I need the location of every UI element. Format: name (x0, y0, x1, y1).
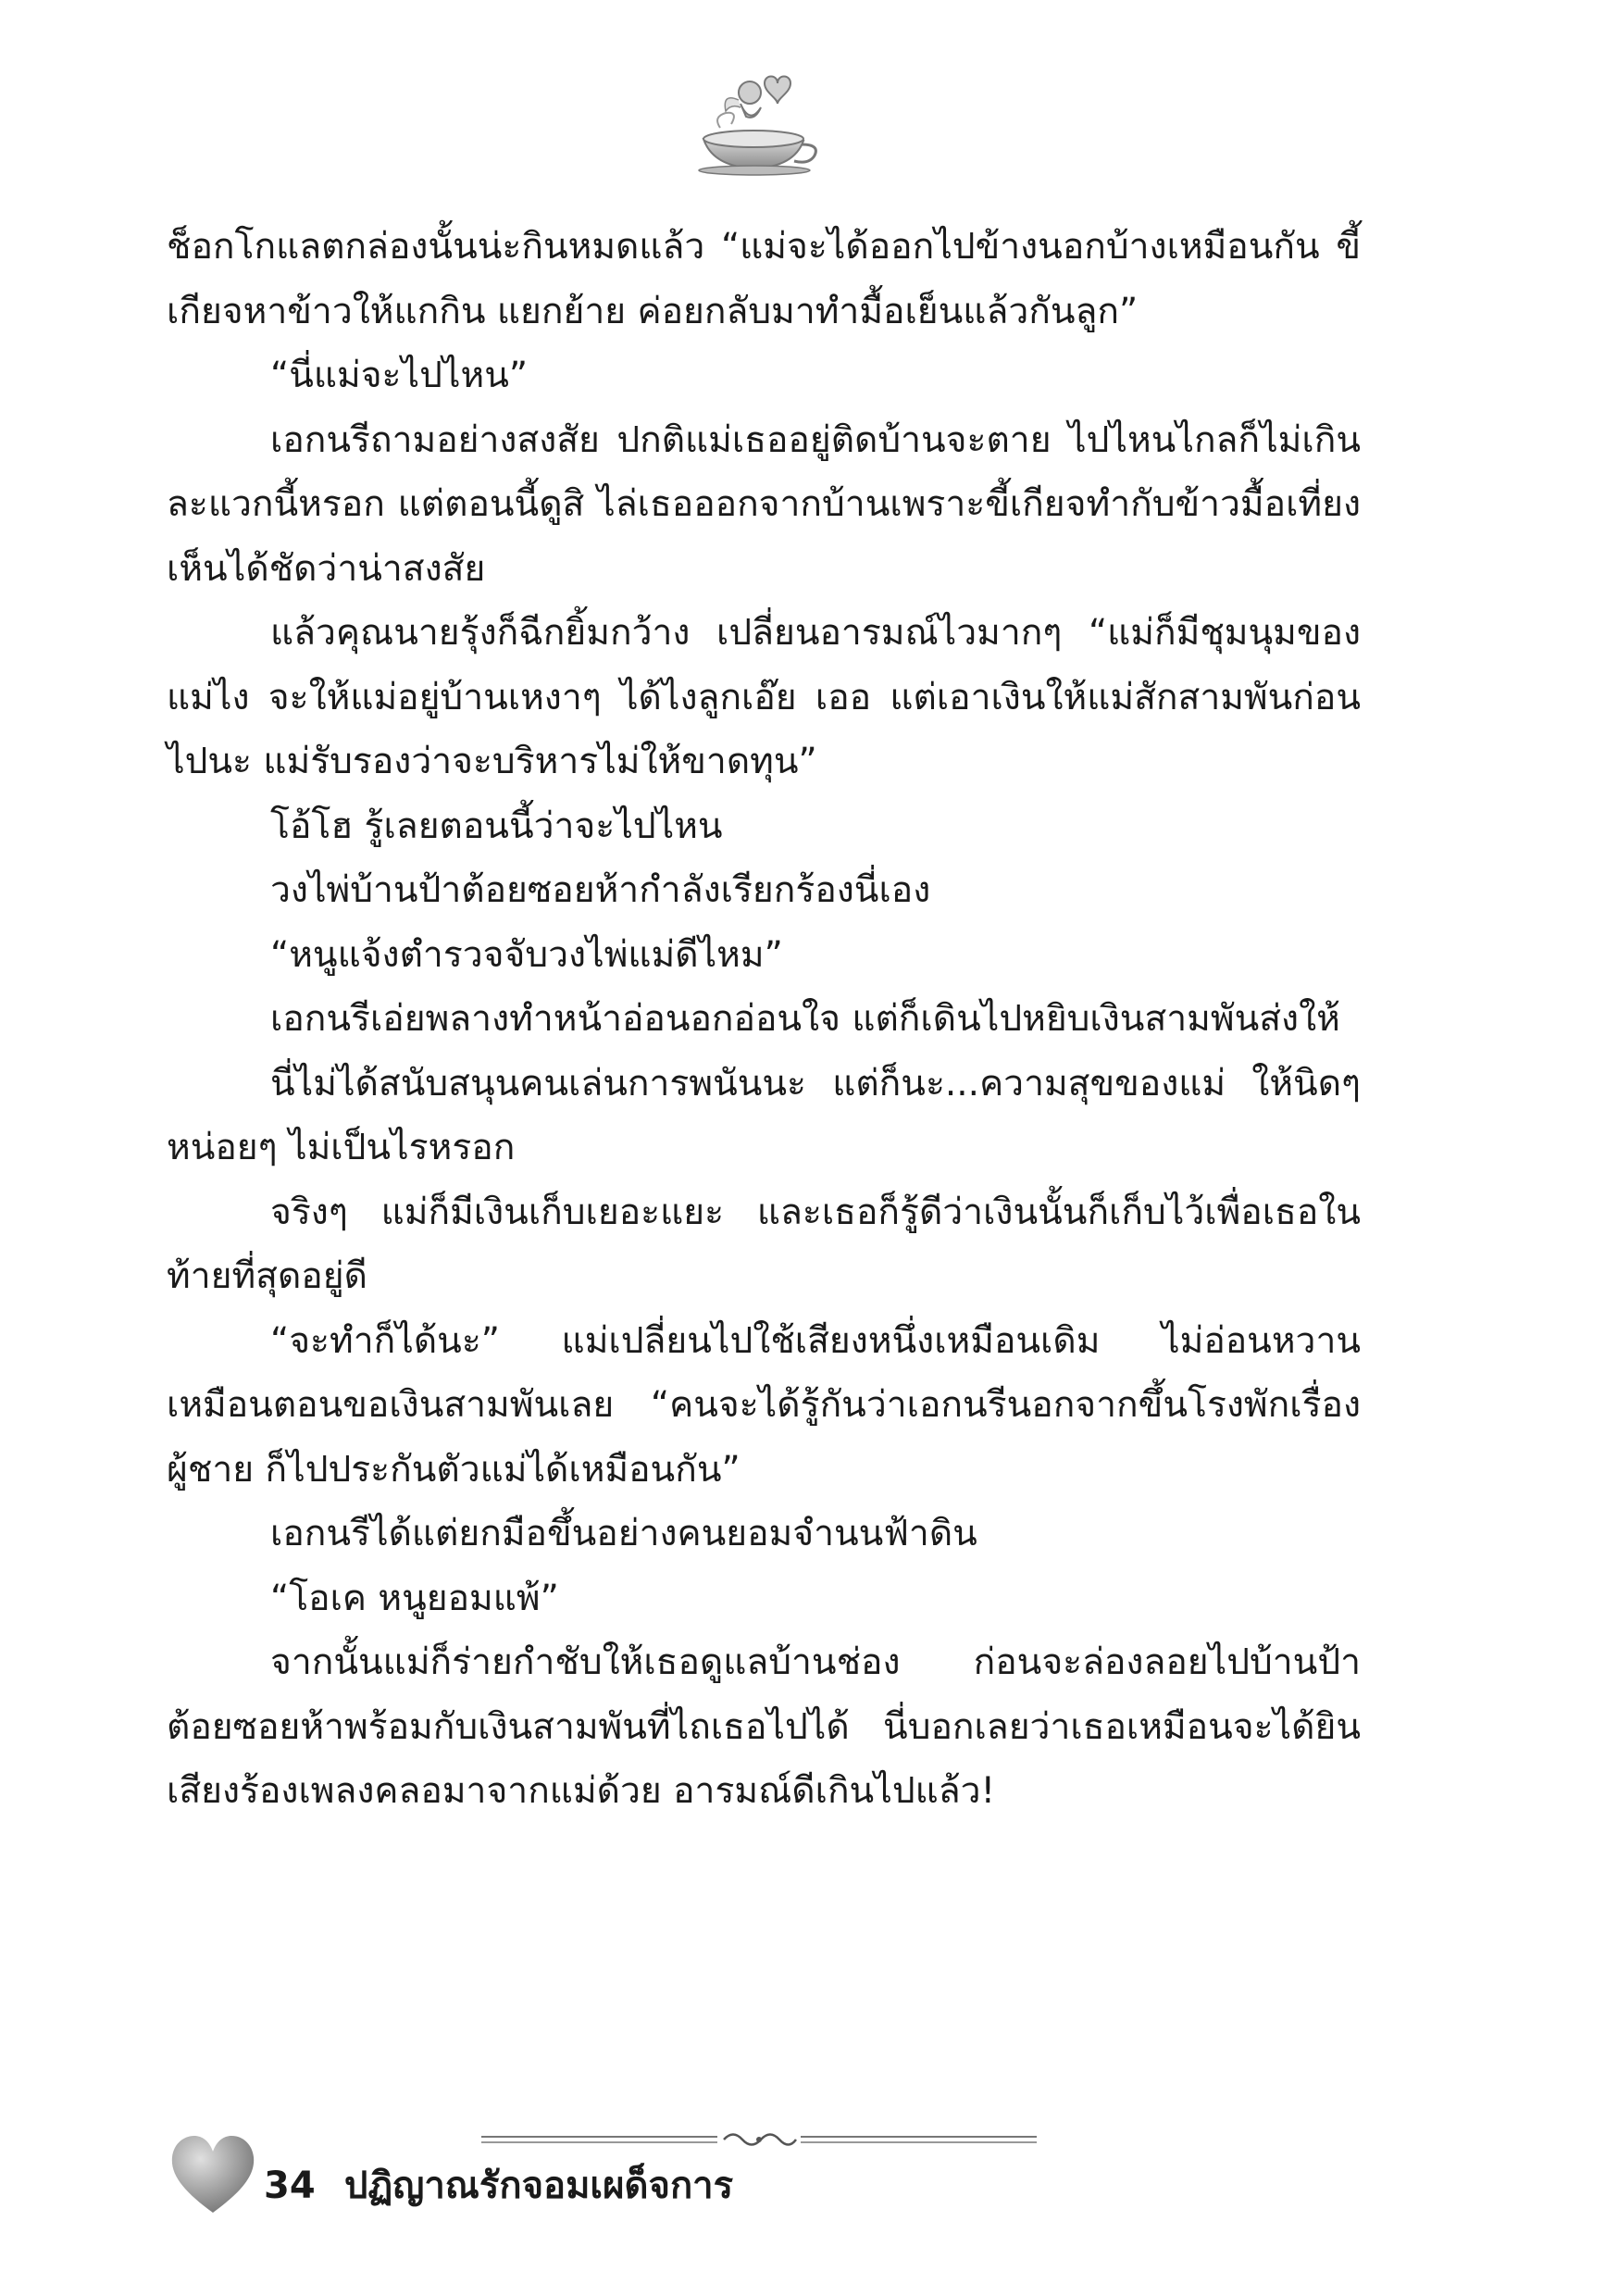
paragraph: วงไพ่บ้านป้าต้อยซอยห้ากำลังเรียกร้องนี่เอง (270, 869, 931, 911)
paragraph: เอกนรีถามอย่างสงสัย ปกติแม่เธออยู่ติดบ้านจะตาย ไปไหนไกลก็ไม่เกินละแวกนี้หรอก แต่ตอนนี้ดูสิ ไล่เธอออกจากบ้านเพราะขี้เกียจทำกับข้าวมื้อเที่ยง เห็นได้ชัดว่าน่าสงสัย (167, 418, 1361, 590)
paragraph: ช็อกโกแลตกล่องนั้นน่ะกินหมดแล้ว “แม่จะได้ออกไปข้างนอกบ้างเหมือนกัน ขี้เกียจหาข้าวให้แกกิน แยกย้าย ค่อยกลับมาทำมื้อเย็นแล้วกันลูก” (167, 226, 1361, 332)
paragraph: “จะทำก็ได้นะ” แม่เปลี่ยนไปใช้เสียงหนึ่งเหมือนเดิม ไม่อ่อนหวานเหมือนตอนขอเงินสามพันเลย “คนจะได้รู้กันว่าเอกนรีนอกจากขึ้นโรงพักเรื่องผู้ชาย ก็ไปประกันตัวแม่ได้เหมือนกัน” (167, 1319, 1361, 1491)
paragraph: เอกนรีเอ่ยพลางทำหน้าอ่อนอกอ่อนใจ แต่ก็เดินไปหยิบเงินสามพันส่งให้ (270, 998, 1340, 1040)
paragraph: “นี่แม่จะไปไหน” (270, 355, 529, 396)
paragraph: “หนูแจ้งตำรวจจับวงไพ่แม่ดีไหม” (270, 933, 783, 976)
paragraph: “โอเค หนูยอมแพ้” (270, 1577, 559, 1619)
paragraph: เอกนรีได้แต่ยกมือขึ้นอย่างคนยอมจำนนฟ้าดิน (270, 1513, 977, 1554)
paragraph: จริงๆ แม่ก็มีเงินเก็บเยอะแยะ และเธอก็รู้ดีว่าเงินนั้นก็เก็บไว้เพื่อเธอในท้ายที่สุดอยู่ดี (167, 1191, 1361, 1297)
body-text (167, 215, 1361, 1824)
paragraph: นี่ไม่ได้สนับสนุนคนเล่นการพนันนะ แต่ก็นะ...ความสุขของแม่ ให้นิดๆ หน่อยๆ ไม่เป็นไรหรอก (167, 1062, 1361, 1168)
flourish-rule-icon (481, 2126, 1037, 2153)
book-title: ปฏิญาณรักจอมเผด็จการ (344, 2165, 734, 2207)
paragraph: จากนั้นแม่ก็ร่ายกำชับให้เธอดูแลบ้านช่อง ก่อนจะล่องลอยไปบ้านป้าต้อยซอยห้าพร้อมกับเงินสามพันที่ไถเธอไปได้ นี่บอกเลยว่าเธอเหมือนจะได้ยินเสียงร้องเพลงคลอมาจากแม่ด้วย อารมณ์ดีเกินไปแล้ว! (167, 1641, 1361, 1812)
page-number: 34 (264, 2165, 316, 2207)
cupid-teacup-icon (685, 56, 824, 176)
paragraph: แล้วคุณนายรุ้งก็ฉีกยิ้มกว้าง เปลี่ยนอารมณ์ไวมากๆ “แม่ก็มีชุมนุมของแม่ไง จะให้แม่อยู่บ้านเหงาๆ ได้ไงลูกเอ๊ย เออ แต่เอาเงินให้แม่สักสามพันก่อนไปนะ แม่รับรองว่าจะบริหารไม่ให้ขาดทุน” (167, 612, 1361, 782)
heart-icon (167, 2128, 259, 2220)
paragraph: โอ้โฮ รู้เลยตอนนี้ว่าจะไปไหน (270, 805, 723, 847)
